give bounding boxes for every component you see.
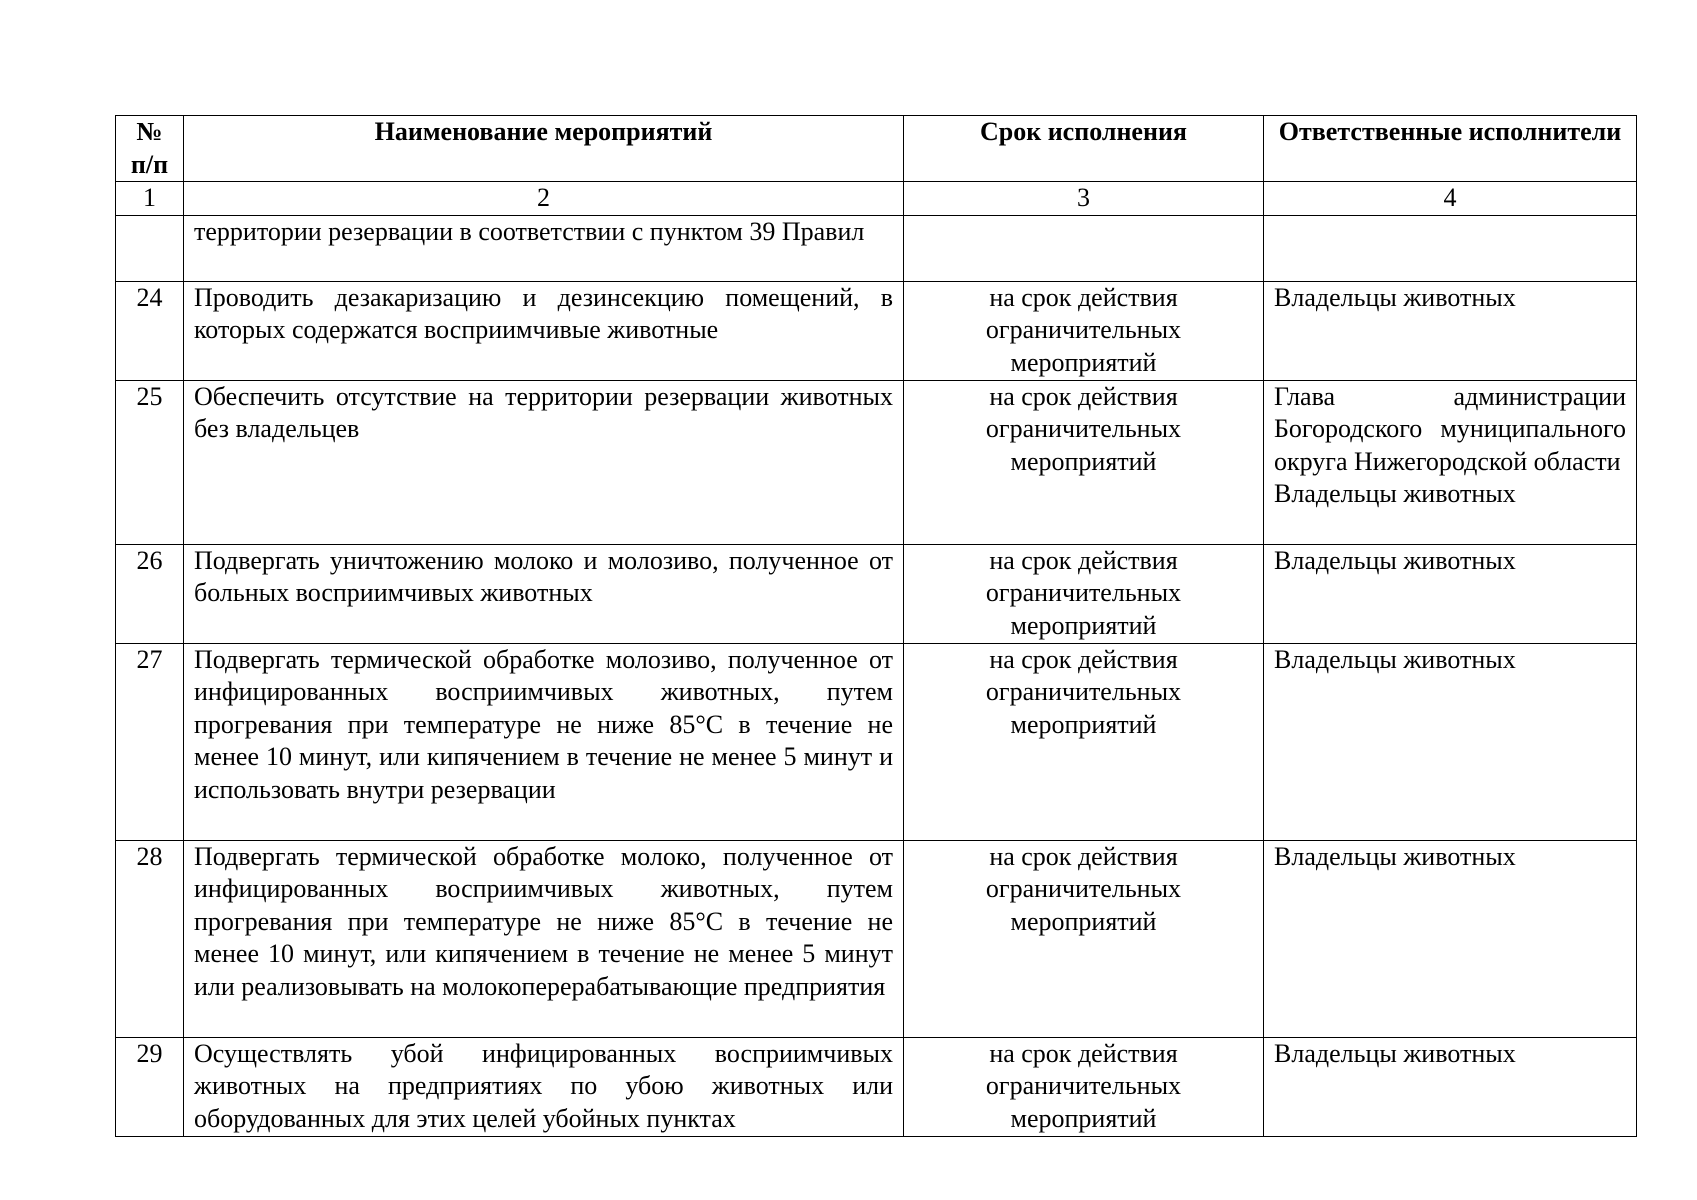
row-resp: Владельцы животных (1264, 840, 1637, 1037)
row-term: на срок действия ограничительных мероприятий (904, 380, 1264, 544)
header-num: № п/п (116, 116, 184, 182)
column-number: 2 (184, 182, 904, 216)
row-name: Подвергать уничтожению молоко и молозиво, полученное от больных восприимчивых животных (184, 544, 904, 643)
table-row (116, 380, 1637, 544)
table-row (116, 840, 1637, 1037)
row-resp-head: Глава администрации Богородского муниципального округа Нижегородской области (1274, 381, 1626, 476)
column-number: 4 (1264, 182, 1637, 216)
row-term: на срок действия ограничительных мероприятий (904, 544, 1264, 643)
row-name: территории резервации в соответствии с пунктом 39 Правил (184, 215, 904, 281)
row-name: Обеспечить отсутствие на территории резервации животных без владельцев (184, 380, 904, 544)
row-name: Осуществлять убой инфицированных восприимчивых животных на предприятиях по убою животных или оборудованных для этих целей убойных пунктах (184, 1037, 904, 1136)
row-term (904, 215, 1264, 281)
row-resp: Владельцы животных (1264, 643, 1637, 840)
table-row (116, 544, 1637, 643)
column-number: 1 (116, 182, 184, 216)
row-resp: Владельцы животных (1264, 281, 1637, 380)
row-resp: Владельцы животных (1264, 1037, 1637, 1136)
table-header-row (116, 116, 1637, 182)
row-name: Проводить дезакаризацию и дезинсекцию помещений, в которых содержатся восприимчивые животные (184, 281, 904, 380)
row-resp: Владельцы животных (1264, 544, 1637, 643)
row-num: 29 (116, 1037, 184, 1136)
row-resp: Владельцы животных (1274, 479, 1516, 508)
row-resp (1264, 215, 1637, 281)
row-num: 25 (116, 380, 184, 544)
row-num: 28 (116, 840, 184, 1037)
row-num: 26 (116, 544, 184, 643)
header-resp: Ответственные исполнители (1264, 116, 1637, 182)
row-resp-cell (1264, 380, 1637, 544)
column-numbers-row (116, 182, 1637, 216)
row-term: на срок действия ограничительных мероприятий (904, 1037, 1264, 1136)
measures-table (115, 115, 1637, 1137)
column-number: 3 (904, 182, 1264, 216)
table-row (116, 1037, 1637, 1136)
row-term: на срок действия ограничительных мероприятий (904, 643, 1264, 840)
row-term: на срок действия ограничительных мероприятий (904, 840, 1264, 1037)
header-term: Срок исполнения (904, 116, 1264, 182)
table-row (116, 215, 1637, 281)
table-row (116, 281, 1637, 380)
row-num (116, 215, 184, 281)
row-term: на срок действия ограничительных мероприятий (904, 281, 1264, 380)
row-num: 27 (116, 643, 184, 840)
row-name: Подвергать термической обработке молозиво, полученное от инфицированных восприимчивых животных, путем прогревания при температуре не ниже 85°С в течение не менее 10 минут, или кипячением в течение не менее 5 минут и использовать внутри резервации (184, 643, 904, 840)
row-name: Подвергать термической обработке молоко, полученное от инфицированных восприимчивых животных, путем прогревания при температуре не ниже 85°С в течение не менее 10 минут, или кипячением в течение не менее 5 минут или реализовывать на молокоперерабатывающие предприятия (184, 840, 904, 1037)
header-name: Наименование мероприятий (184, 116, 904, 182)
table-row (116, 643, 1637, 840)
row-num: 24 (116, 281, 184, 380)
